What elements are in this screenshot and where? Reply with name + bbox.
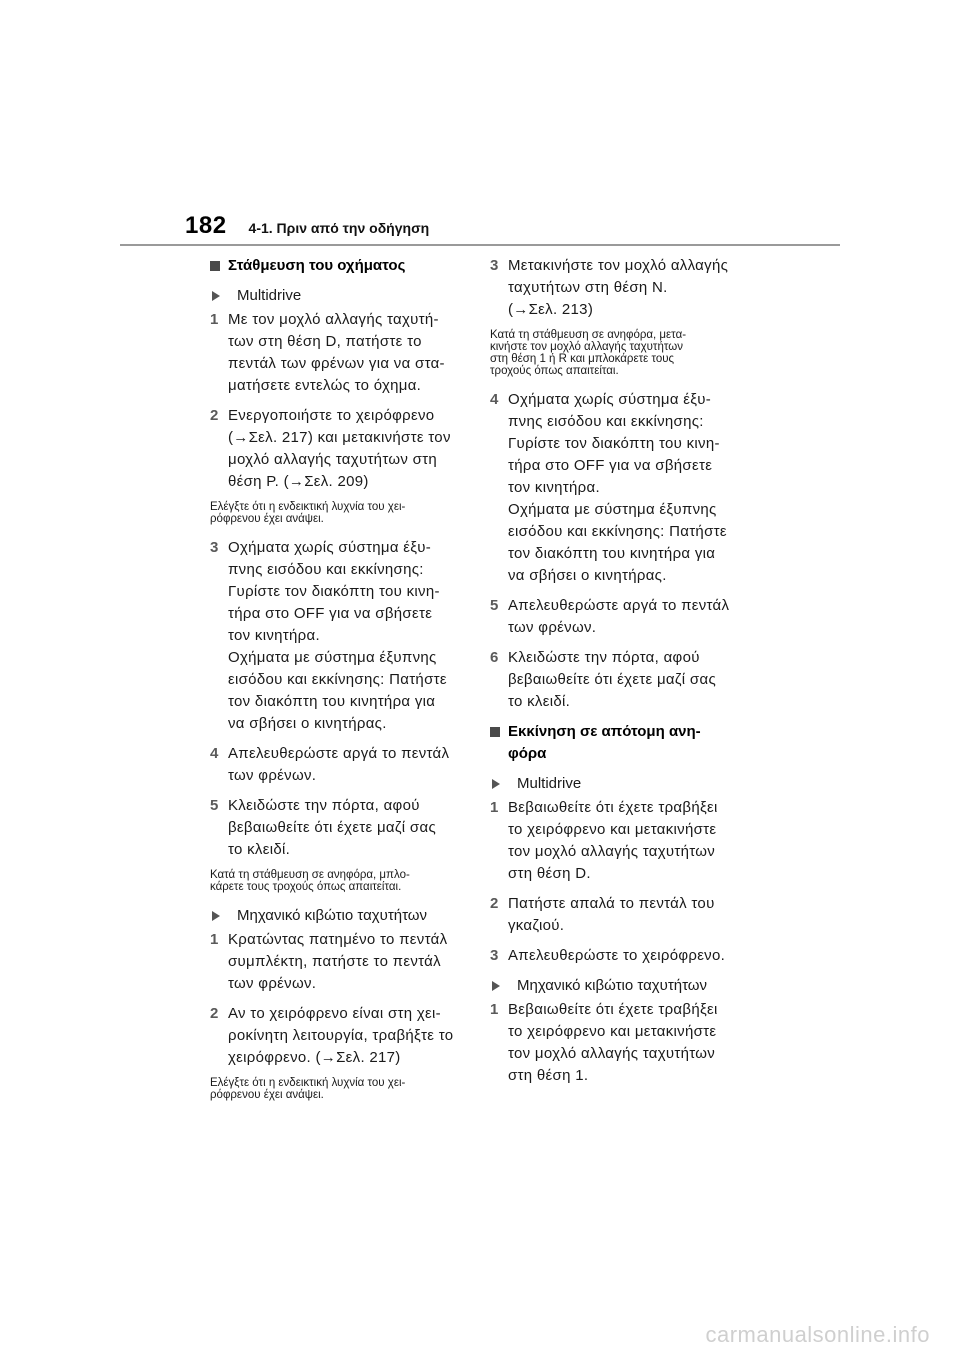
note-text: Ελέγξτε ότι η ενδεικτική λυχνία του χει- ρόφρενου έχει ανάψει.: [210, 501, 406, 525]
square-bullet-icon: [210, 261, 220, 271]
note-text: Ελέγξτε ότι η ενδεικτική λυχνία του χει- ρόφρενου έχει ανάψει.: [210, 1077, 406, 1101]
step-item: 4 Απελευθερώστε αργά το πεντάλ των φρένων.: [210, 745, 450, 784]
step-item: 1 Βεβαιωθείτε ότι έχετε τραβήξει το χειρόφρενο και μετακινήστε τον μοχλό αλλαγής ταχυτήτων στη θέση D.: [490, 799, 718, 882]
step-item: 3 Απελευθερώστε το χειρόφρενο.: [490, 947, 726, 964]
subheading-manual: Μηχανικό κιβώτιο ταχυτήτων: [210, 905, 468, 927]
step-item: 1 Με τον μοχλό αλλαγής ταχυτή- των στη θέση D, πατήστε το πεντάλ των φρένων για να στα- ματήσετε εντελώς το όχημα.: [210, 311, 445, 394]
step-item: 4 Οχήματα χωρίς σύστημα έξυ- πνης εισόδου και εκκίνησης: Γυρίστε τον διακόπτη του κινη- τήρα στο OFF για να σβήσετε τον κινητήρα. Οχήματα με σύστημα έξυπνης εισόδου και εκκίνησης: Πατήστε τον διακόπτη του κινητήρα για να σβήσει ο κινητήρας.: [490, 391, 727, 584]
triangle-bullet-icon: [212, 291, 228, 301]
subheading-multidrive: Multidrive: [210, 285, 468, 307]
triangle-bullet-icon: [492, 779, 508, 789]
triangle-bullet-icon: [212, 911, 228, 921]
step-item: 2 Ενεργοποιήστε το χειρόφρενο (→Σελ. 217) και μετακινήστε τον μοχλό αλλαγής ταχυτήτων στη θέση P. (→Σελ. 209): [210, 407, 451, 490]
subheading-manual: Μηχανικό κιβώτιο ταχυτήτων: [490, 975, 748, 997]
step-item: 6 Κλειδώστε την πόρτα, αφού βεβαιωθείτε ότι έχετε μαζί σας το κλειδί.: [490, 649, 716, 710]
triangle-bullet-icon: [492, 981, 508, 991]
note-text: Κατά τη στάθμευση σε ανηφόρα, μετα- κινήστε τον μοχλό αλλαγής ταχυτήτων στη θέση 1 ή R και μπλοκάρετε τους τροχούς όπως απαιτείται.: [490, 329, 687, 377]
left-column: [210, 255, 468, 1113]
square-bullet-icon: [490, 727, 500, 737]
step-item: 5 Κλειδώστε την πόρτα, αφού βεβαιωθείτε ότι έχετε μαζί σας το κλειδί.: [210, 797, 436, 858]
section-title: 4-1. Πριν από την οδήγηση: [248, 220, 430, 236]
step-item: 2 Πατήστε απαλά το πεντάλ του γκαζιού.: [490, 895, 715, 934]
step-item: 1 Βεβαιωθείτε ότι έχετε τραβήξει το χειρόφρενο και μετακινήστε τον μοχλό αλλαγής ταχυτήτων στη θέση 1.: [490, 1001, 718, 1084]
step-item: 3 Μετακινήστε τον μοχλό αλλαγής ταχυτήτων στη θέση N. (→Σελ. 213): [490, 257, 729, 318]
step-item: 5 Απελευθερώστε αργά το πεντάλ των φρένων.: [490, 597, 730, 636]
right-column: [490, 255, 748, 1095]
heading-hill-start: Εκκίνηση σε απότομη ανη- φόρα: [490, 721, 748, 765]
step-item: 1 Κρατώντας πατημένο το πεντάλ συμπλέκτη, πατήστε το πεντάλ των φρένων.: [210, 931, 448, 992]
page-header: [185, 212, 429, 240]
header-rule: [120, 244, 840, 246]
step-item: 3 Οχήματα χωρίς σύστημα έξυ- πνης εισόδου και εκκίνησης: Γυρίστε τον διακόπτη του κινη- τήρα στο OFF για να σβήσετε τον κινητήρα. Οχήματα με σύστημα έξυπνης εισόδου και εκκίνησης: Πατήστε τον διακόπτη του κινητήρα για να σβήσει ο κινητήρας.: [210, 539, 447, 732]
page-number: 182: [185, 212, 227, 239]
watermark: carmanualsonline.info: [705, 1322, 930, 1347]
step-item: 2 Αν το χειρόφρενο είναι στη χει- ροκίνητη λειτουργία, τραβήξτε το χειρόφρενο. (→Σελ. 217): [210, 1005, 454, 1066]
heading-parking: Στάθμευση του οχήματος: [210, 255, 468, 277]
subheading-multidrive: Multidrive: [490, 773, 748, 795]
note-text: Κατά τη στάθμευση σε ανηφόρα, μπλο- κάρετε τους τροχούς όπως απαιτείται.: [210, 869, 410, 893]
